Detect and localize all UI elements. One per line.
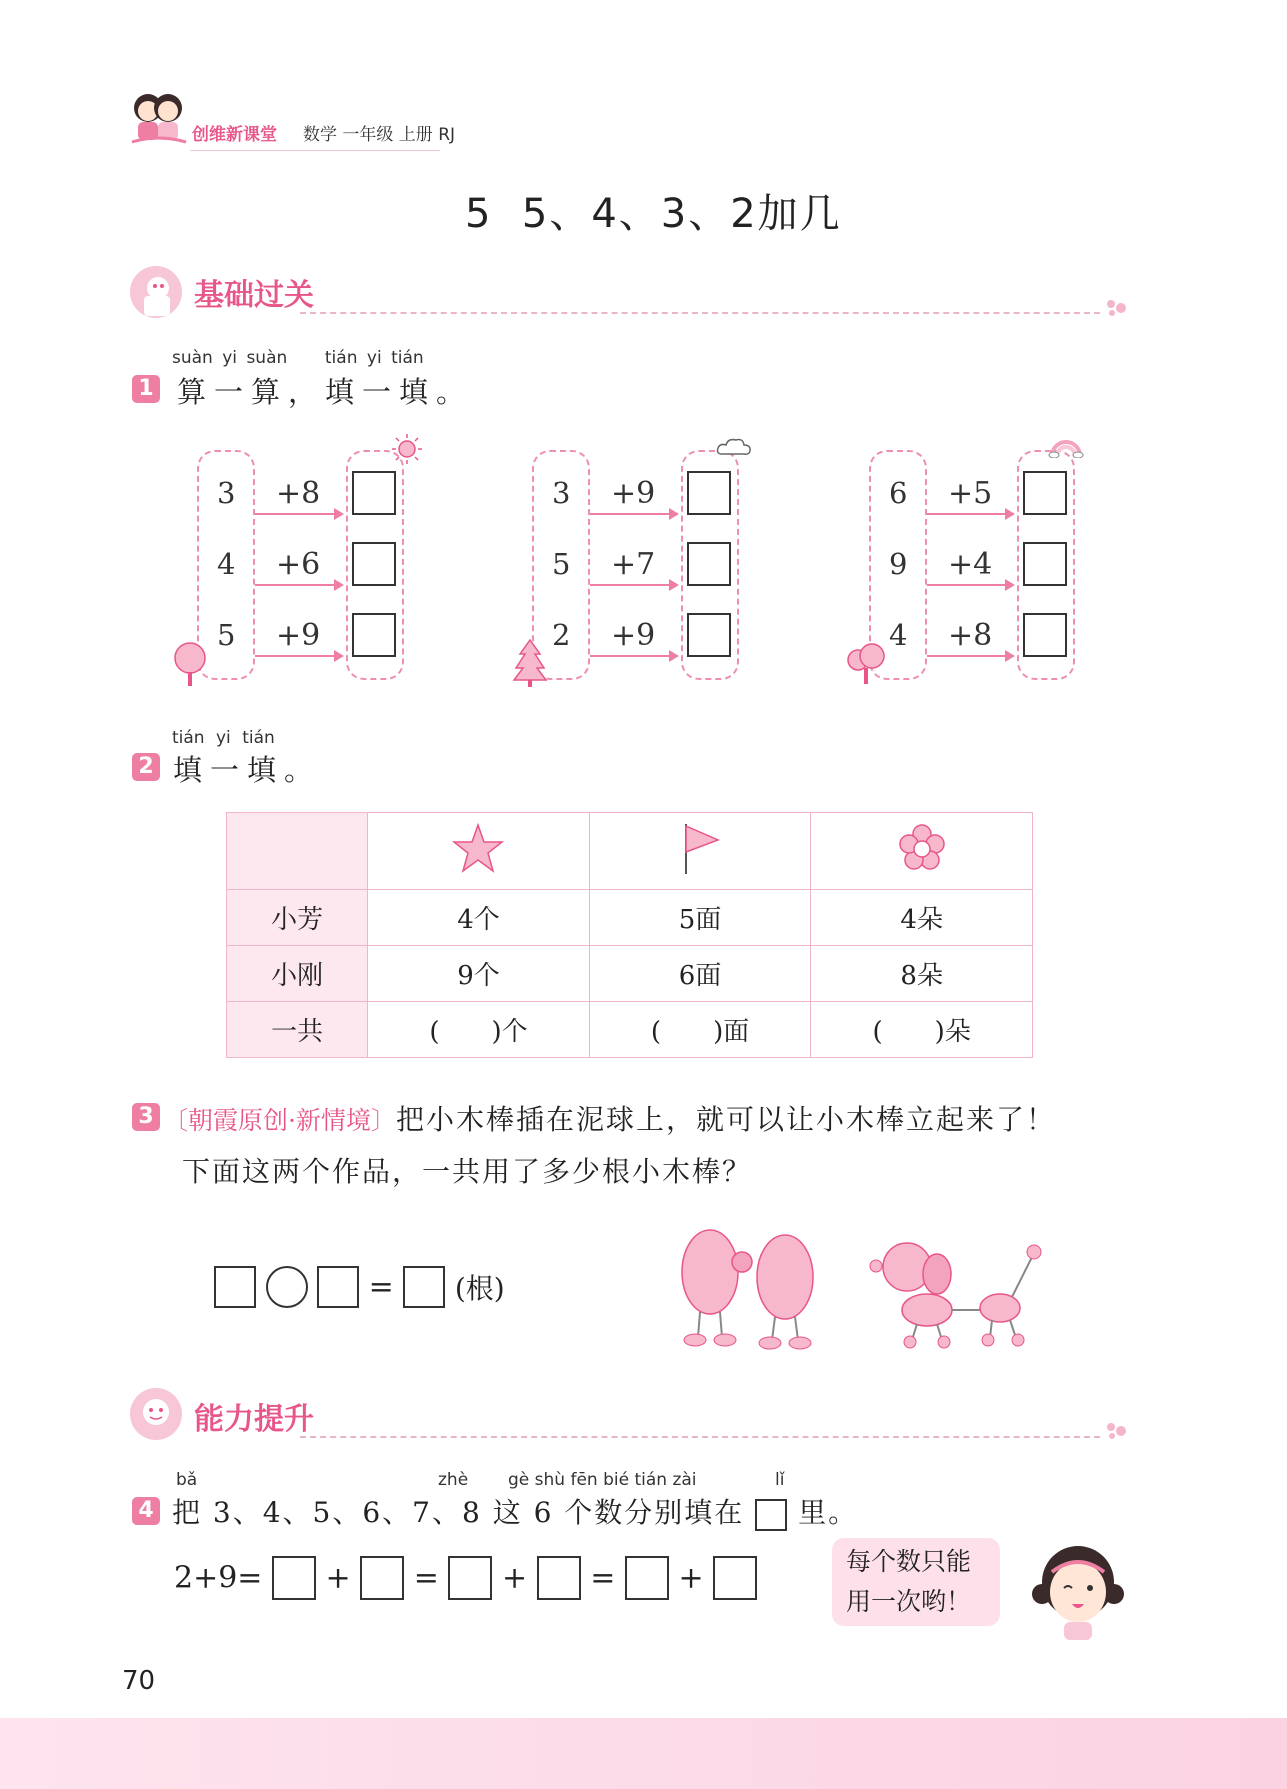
q1-g2-arrow-3 (590, 655, 673, 657)
q1-g3-arrow-2 (927, 584, 1009, 586)
q1-g2-answer-box-2[interactable] (687, 542, 731, 586)
dots-icon (1105, 298, 1131, 322)
q1-g3-answer-box-1[interactable] (1023, 471, 1067, 515)
q2-pinyin: tián yi tián (172, 728, 275, 748)
q3-operator-circle[interactable] (266, 1266, 308, 1308)
section-title-advanced: 能力提升 (194, 1402, 314, 1437)
q4-box-4[interactable] (537, 1556, 581, 1600)
q4-equation: 2+9= + = + = + (174, 1556, 757, 1600)
q1-g1-op-2: +6 (276, 547, 321, 582)
hint-bubble (832, 1538, 1000, 1626)
q1-g1-answer-box-3[interactable] (352, 613, 396, 657)
q3-tag: 〔朝霞原创·新情境〕 (163, 1106, 396, 1135)
footer-band (0, 1718, 1287, 1789)
table-header-star (368, 813, 590, 890)
q3-equals: = (368, 1269, 394, 1305)
row-label-xiaogang: 小刚 (227, 946, 368, 1002)
star-icon (451, 851, 505, 881)
clay-dog-illustration (862, 1232, 1052, 1356)
q4-text: 把 3、4、5、6、7、8 这 6 个数分别填在 里。 (172, 1496, 859, 1529)
row-label-xiaofang: 小芳 (227, 890, 368, 946)
q1-g3-answer-box-3[interactable] (1023, 613, 1067, 657)
hint-line-1: 每个数只能 (846, 1547, 972, 1576)
cell-xiaogang-star: 9个 (368, 946, 590, 1002)
q1-g1-op-3: +9 (276, 618, 321, 653)
q1-number: 1 (132, 375, 160, 403)
book-info: 数学 一年级 上册 RJ (303, 125, 456, 145)
q4-box-2[interactable] (360, 1556, 404, 1600)
cell-total-flag[interactable]: ( )面 (589, 1002, 811, 1058)
q1-g3-start-1: 6 (889, 476, 908, 510)
dots-icon-2 (1105, 1421, 1131, 1445)
section-badge-icon (130, 266, 182, 318)
q1-g3-op-1: +5 (948, 476, 993, 511)
q4-box-6[interactable] (713, 1556, 757, 1600)
page-number: 70 (122, 1666, 156, 1696)
q1-g2-answer-box-3[interactable] (687, 613, 731, 657)
q1-g1-start-1: 3 (217, 476, 236, 510)
cell-xiaofang-flag: 5面 (589, 890, 811, 946)
q2-number: 2 (132, 753, 160, 781)
q4-pinyin-li: lǐ (775, 1470, 785, 1490)
q4-inline-box-icon (755, 1499, 787, 1531)
sun-icon (390, 432, 424, 470)
q3-number: 3 (132, 1103, 160, 1131)
q1-g3-op-2: +4 (948, 547, 993, 582)
rainbow-icon (1048, 436, 1084, 462)
header-rule (190, 150, 440, 151)
q1-g1-arrow-2 (255, 584, 338, 586)
q1-g3-start-3: 4 (889, 618, 908, 652)
q1-g1-answer-box-1[interactable] (352, 471, 396, 515)
q1-g2-answer-box-1[interactable] (687, 471, 731, 515)
hint-line-2: 用一次哟！ (846, 1587, 972, 1616)
q1-g2-start-2: 5 (552, 547, 571, 581)
q1-g3-arrow-1 (927, 513, 1009, 515)
cell-total-flower[interactable]: ( )朵 (811, 1002, 1033, 1058)
q1-g3-start-2: 9 (889, 547, 908, 581)
q1-pinyin: suàn yi suàn tián yi tián (172, 348, 424, 368)
q1-g2-op-3: +9 (611, 618, 656, 653)
cloud-icon (716, 436, 752, 462)
q4-box-5[interactable] (625, 1556, 669, 1600)
q2-table (226, 812, 1033, 1058)
q3-line2: 下面这两个作品，一共用了多少根小木棒？ (182, 1155, 753, 1188)
pine-tree-icon (512, 638, 548, 692)
q1-g1-arrow-1 (255, 513, 338, 515)
q1-g1-op-1: +8 (276, 476, 321, 511)
q1-g2-start-1: 3 (552, 476, 571, 510)
q1-g3-op-3: +8 (948, 618, 993, 653)
brand-name: 创维新课堂 (192, 125, 277, 145)
q4-box-1[interactable] (272, 1556, 316, 1600)
table-corner (227, 813, 368, 890)
q1-g1-arrow-3 (255, 655, 338, 657)
q1-g2-op-1: +9 (611, 476, 656, 511)
q1-g2-arrow-2 (590, 584, 673, 586)
cell-xiaofang-flower: 4朵 (811, 890, 1033, 946)
cell-xiaogang-flower: 8朵 (811, 946, 1033, 1002)
q1-g1-answer-box-2[interactable] (352, 542, 396, 586)
header-mascot (128, 88, 188, 148)
q1-g2-arrow-1 (590, 513, 673, 515)
bush-tree-icon (846, 638, 886, 690)
q1-g1-start-2: 4 (217, 547, 236, 581)
section-divider-2 (300, 1436, 1100, 1438)
q3-equation (214, 1266, 505, 1308)
q3-unit: (根) (454, 1272, 505, 1305)
cell-total-star[interactable]: ( )个 (368, 1002, 590, 1058)
table-header-flag (589, 813, 811, 890)
q4-number: 4 (132, 1497, 160, 1525)
cell-xiaofang-star: 4个 (368, 890, 590, 946)
q1-g2-start-3: 2 (552, 618, 571, 652)
flag-icon (678, 853, 722, 883)
q4-eq-start: 2+9= (174, 1560, 263, 1596)
q3-line1: 〔朝霞原创·新情境〕把小木棒插在泥球上，就可以让小木棒立起来了！ (163, 1103, 1056, 1136)
table-header-flower (811, 813, 1033, 890)
q4-pinyin-zhe: zhè (438, 1470, 469, 1490)
q4-pinyin-ba: bǎ (176, 1470, 198, 1490)
clay-birds-illustration (660, 1222, 840, 1356)
section-divider (300, 312, 1100, 314)
q2-text: 填一填。 (173, 753, 322, 787)
q4-box-3[interactable] (448, 1556, 492, 1600)
q3-box-1[interactable] (214, 1266, 256, 1308)
lesson-title: 5 5、4、3、2加几 (465, 191, 842, 237)
q1-g3-answer-box-2[interactable] (1023, 542, 1067, 586)
tree-round-icon (172, 640, 208, 692)
section-title-basic: 基础过关 (194, 278, 314, 313)
q1-g3-arrow-3 (927, 655, 1009, 657)
section-badge-icon-2 (130, 1388, 182, 1440)
q3-box-result[interactable] (403, 1266, 445, 1308)
flower-icon (896, 851, 948, 881)
row-label-total: 一共 (227, 1002, 368, 1058)
q1-g1-start-3: 5 (217, 618, 236, 652)
q4-pinyin-gesh: gè shù fēn bié tián zài (508, 1470, 697, 1490)
q1-text: 算一算，填一填。 (177, 375, 474, 409)
girl-avatar (1028, 1532, 1128, 1646)
q3-box-2[interactable] (317, 1266, 359, 1308)
cell-xiaogang-flag: 6面 (589, 946, 811, 1002)
q1-g2-op-2: +7 (611, 547, 656, 582)
